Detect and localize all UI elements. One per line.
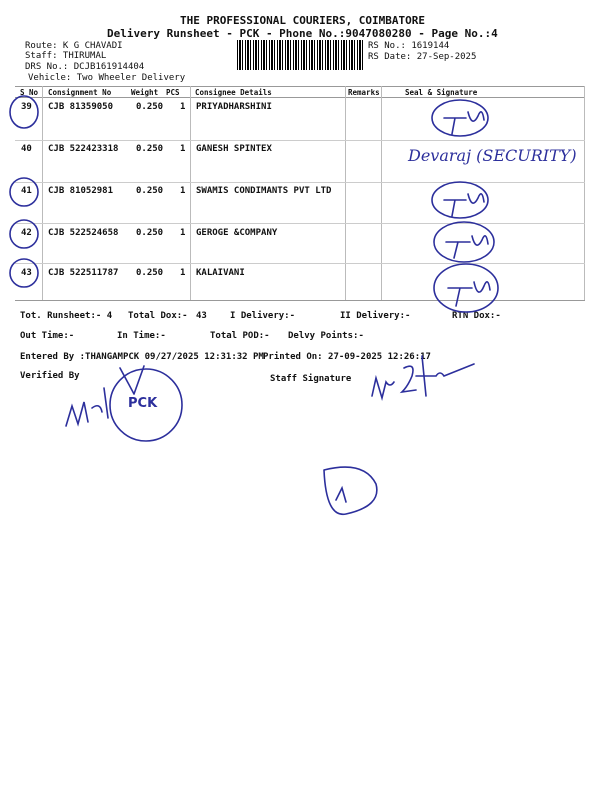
row-consignment: CJB 522511787	[48, 268, 119, 278]
in-time: In Time:-	[117, 331, 166, 341]
delvy-points: Delvy Points:-	[288, 331, 364, 341]
row-weight: 0.250	[136, 268, 164, 278]
sno-circle-41	[10, 178, 38, 206]
row-weight: 0.250	[136, 228, 164, 238]
total-dox: Total Dox:-	[128, 311, 188, 321]
i-delivery: I Delivery:-	[230, 311, 296, 321]
verified-by: Verified By	[20, 371, 80, 381]
col-remarks: Remarks	[348, 88, 380, 97]
bottom-initial-mark	[324, 467, 377, 514]
vehicle-label: Vehicle: Two Wheeler Delivery	[28, 73, 186, 83]
row-sno: 42	[21, 228, 32, 238]
row-pcs: 1	[180, 102, 186, 112]
total-dox-value: 43	[196, 311, 207, 321]
route-label: Route: K G CHAVADI	[25, 41, 123, 51]
row-weight: 0.250	[136, 186, 164, 196]
rs-no: RS No.: 1619144	[368, 41, 450, 51]
row-pcs: 1	[180, 144, 186, 154]
sno-circle-42	[10, 220, 38, 248]
stamp-text: PCK	[128, 396, 158, 411]
staff-signature-scrawl	[372, 356, 474, 398]
row-sno: 41	[21, 186, 32, 196]
col-consignment: Consignment No	[48, 88, 112, 97]
rs-date: RS Date: 27-Sep-2025	[368, 52, 477, 62]
sno-circle-39	[10, 96, 38, 128]
tot-runsheet: Tot. Runsheet:- 4	[20, 311, 113, 321]
col-weight: Weight	[131, 88, 159, 97]
row-consignee: KALAIVANI	[196, 268, 245, 278]
row-consignment: CJB 522524658	[48, 228, 119, 238]
rtn-dox: RTN Dox:-	[452, 311, 501, 321]
row-consignment: CJB 81359050	[48, 102, 114, 112]
row-consignment: CJB 522423318	[48, 144, 119, 154]
company-title: THE PROFESSIONAL COURIERS, COIMBATORE	[180, 14, 426, 27]
row-pcs: 1	[180, 228, 186, 238]
handwritten-note-row40: Devaraj (SECURITY)	[408, 146, 577, 165]
out-time: Out Time:-	[20, 331, 75, 341]
row-consignee: GANESH SPINTEX	[196, 144, 272, 154]
seal-signature-42	[434, 222, 494, 262]
col-consignee: Consignee Details	[195, 88, 272, 97]
row-sno: 43	[21, 268, 32, 278]
staff-label: Staff: THIRUMAL	[25, 51, 107, 61]
ii-delivery: II Delivery:-	[340, 311, 411, 321]
printed-on: Printed On: 27-09-2025 12:26:17	[263, 352, 431, 362]
row-consignee: GEROGE &COMPANY	[196, 228, 278, 238]
row-consignee: PRIYADHARSHINI	[196, 102, 272, 112]
col-pcs: PCS	[166, 88, 180, 97]
row-sno: 40	[21, 144, 32, 154]
seal-signature-43	[434, 264, 498, 312]
seal-signature-41	[432, 182, 488, 218]
seal-signature-39	[432, 100, 488, 136]
row-consignee: SWAMIS CONDIMANTS PVT LTD	[196, 186, 332, 196]
drs-label: DRS No.: DCJB161914404	[25, 62, 145, 72]
sno-circle-43	[10, 259, 38, 287]
row-weight: 0.250	[136, 102, 164, 112]
entered-by: Entered By :THANGAMPCK 09/27/2025 12:31:32 PM	[20, 352, 264, 362]
col-sno: S No	[20, 88, 39, 97]
row-consignment: CJB 81052981	[48, 186, 114, 196]
row-pcs: 1	[180, 186, 186, 196]
row-pcs: 1	[180, 268, 186, 278]
col-seal-signature: Seal & Signature	[405, 88, 478, 97]
row-weight: 0.250	[136, 144, 164, 154]
staff-signature-label: Staff Signature	[270, 374, 352, 384]
verified-scribble	[66, 388, 108, 426]
total-pod: Total POD:-	[210, 331, 270, 341]
runsheet-subtitle: Delivery Runsheet - PCK - Phone No.:9047080280 - Page No.:4	[107, 27, 498, 40]
row-sno: 39	[21, 102, 32, 112]
